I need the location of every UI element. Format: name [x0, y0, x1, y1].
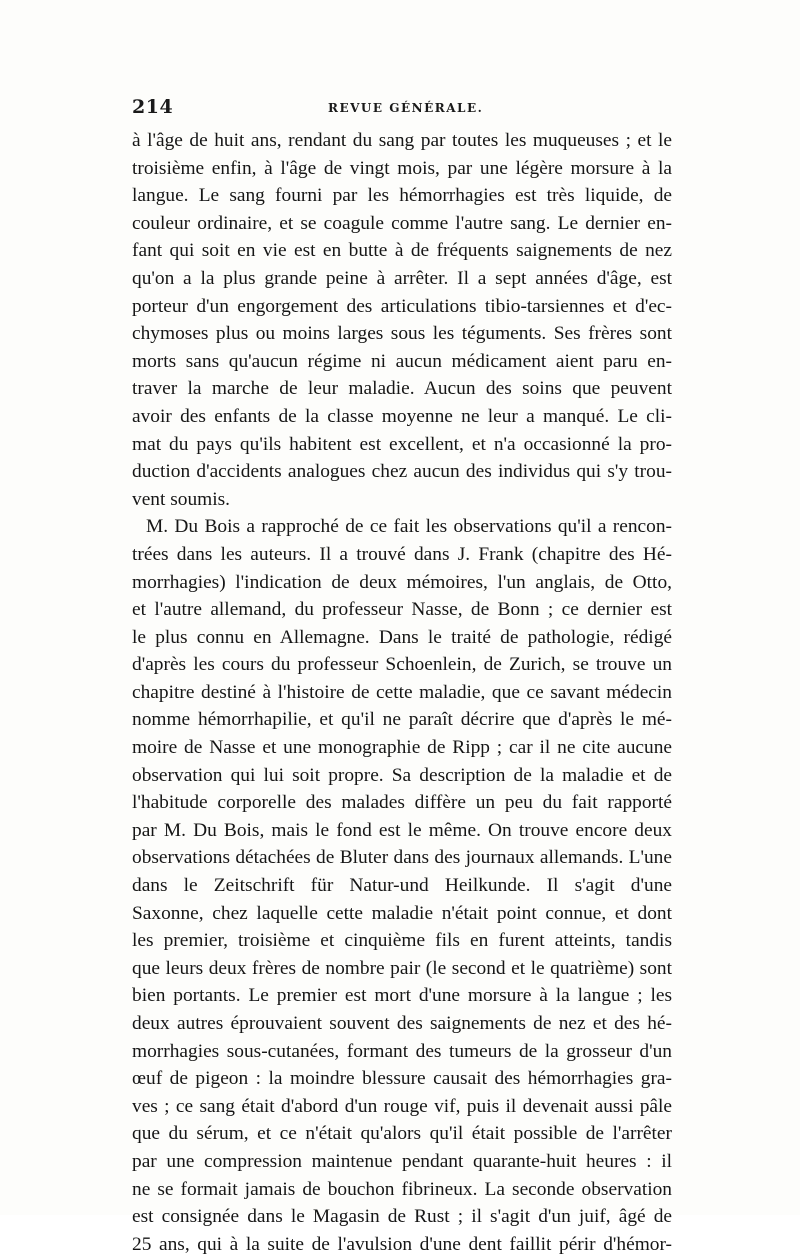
- text-line: d'après les cours du professeur Schoenlein, de Zurich, se trouve un: [132, 654, 672, 676]
- text-line: à l'âge de huit ans, rendant du sang par toutes les muqueuses ; et le: [132, 130, 672, 151]
- text-line: morrhagies sous-cutanées, formant des tumeurs de la grosseur d'un: [132, 1040, 672, 1062]
- text-line: bien portants. Le premier est mort d'une morsure à la langue ; les: [132, 985, 672, 1007]
- text-line: que du sérum, et ce n'était qu'alors qu'il était possible de l'arrêter: [132, 1123, 672, 1145]
- text-line: ne se formait jamais de bouchon fibrineux. La seconde observation: [132, 1178, 672, 1200]
- body-text: [132, 127, 672, 1258]
- text-line: ves ; ce sang était d'abord d'un rouge vif, puis il devenait aussi pâle: [132, 1095, 672, 1117]
- text-line: qu'on a la plus grande peine à arrêter. Il a sept années d'âge, est: [132, 267, 672, 289]
- text-line: 25 ans, qui à la suite de l'avulsion d'une dent faillit périr d'hémor-: [132, 1233, 672, 1255]
- text-line: M. Du Bois a rapproché de ce fait les observations qu'il a rencon-: [146, 516, 672, 538]
- text-line: nomme hémorrhapilie, et qu'il ne paraît décrire que d'après le mé-: [132, 709, 672, 731]
- text-line: fant qui soit en vie est en butte à de fréquents saignements de nez: [132, 240, 672, 262]
- text-line: moire de Nasse et une monographie de Ripp ; car il ne cite aucune: [132, 737, 672, 759]
- text-line: Saxonne, chez laquelle cette maladie n'était point connue, et dont: [132, 902, 672, 924]
- text-line: que leurs deux frères de nombre pair (le second et le quatrième) sont: [132, 957, 672, 979]
- paragraph-2: [132, 513, 672, 1258]
- text-line: troisième enfin, à l'âge de vingt mois, par une légère morsure à la: [132, 157, 672, 179]
- page-number: 214: [132, 96, 174, 118]
- text-line: est consignée dans le Magasin de Rust ; il s'agit d'un juif, âgé de: [132, 1206, 672, 1228]
- text-line: par M. Du Bois, mais le fond est le même. On trouve encore deux: [132, 819, 672, 841]
- text-line: les premier, troisième et cinquième fils en furent atteints, tandis: [132, 930, 672, 952]
- text-line: couleur ordinaire, et se coagule comme l'autre sang. Le dernier en-: [132, 212, 672, 234]
- text-line: œuf de pigeon : la moindre blessure causait des hémorrhagies gra-: [132, 1068, 672, 1090]
- text-line: observation qui lui soit propre. Sa description de la maladie et de: [132, 764, 672, 786]
- text-line: morrhagies) l'indication de deux mémoires, l'un anglais, de Otto,: [132, 571, 672, 593]
- text-line: l'habitude corporelle des malades diffère un peu du fait rapporté: [132, 792, 672, 814]
- text-line: dans le Zeitschrift für Natur-und Heilkunde. Il s'agit d'une: [132, 875, 672, 897]
- text-line: chymoses plus ou moins larges sous les téguments. Ses frères sont: [132, 323, 672, 345]
- text-line: le plus connu en Allemagne. Dans le traité de pathologie, rédigé: [132, 626, 672, 648]
- text-line: langue. Le sang fourni par les hémorrhagies est très liquide, de: [132, 185, 672, 207]
- text-line: chapitre destiné à l'histoire de cette maladie, que ce savant médecin: [132, 681, 672, 703]
- text-line: observations détachées de Bluter dans des journaux allemands. L'une: [132, 847, 672, 869]
- paragraph-1: [132, 127, 672, 513]
- page-header: [132, 96, 672, 120]
- running-head: REVUE GÉNÉRALE.: [328, 101, 484, 115]
- text-line: duction d'accidents analogues chez aucun des individus qui s'y trou-: [132, 461, 672, 483]
- text-line: mat du pays qu'ils habitent est excellent, et n'a occasionné la pro-: [132, 433, 672, 455]
- text-line: traver la marche de leur maladie. Aucun des soins que peuvent: [132, 378, 672, 400]
- text-line: porteur d'un engorgement des articulations tibio-tarsiennes et d'ec-: [132, 295, 672, 317]
- text-line: par une compression maintenue pendant quarante-huit heures : il: [132, 1150, 672, 1172]
- text-line: et l'autre allemand, du professeur Nasse, de Bonn ; ce dernier est: [132, 599, 672, 621]
- text-line: trées dans les auteurs. Il a trouvé dans J. Frank (chapitre des Hé-: [132, 543, 672, 565]
- text-line: vent soumis.: [132, 488, 231, 510]
- text-line: avoir des enfants de la classe moyenne ne leur a manqué. Le cli-: [132, 405, 672, 427]
- text-line: deux autres éprouvaient souvent des saignements de nez et des hé-: [132, 1013, 672, 1034]
- text-line: morts sans qu'aucun régime ni aucun médicament aient paru en-: [132, 350, 672, 372]
